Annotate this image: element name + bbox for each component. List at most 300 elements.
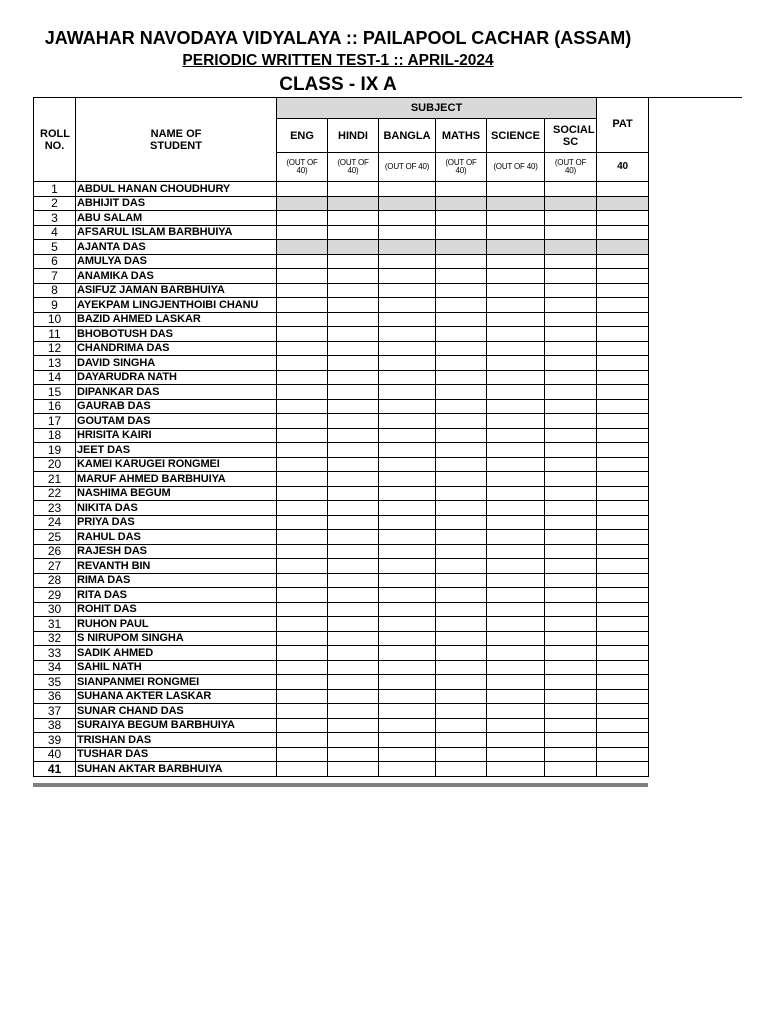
mark-cell[interactable] [487, 762, 545, 777]
mark-cell[interactable] [545, 646, 597, 661]
mark-cell[interactable] [277, 544, 328, 559]
roll-number: 38 [34, 718, 76, 733]
mark-cell[interactable] [328, 718, 379, 733]
mark-cell[interactable] [328, 486, 379, 501]
mark-cell[interactable] [328, 356, 379, 371]
mark-cell[interactable] [545, 544, 597, 559]
mark-cell[interactable] [277, 588, 328, 603]
mark-cell[interactable] [436, 341, 487, 356]
mark-cell[interactable] [328, 254, 379, 269]
mark-cell[interactable] [328, 341, 379, 356]
mark-cell[interactable] [379, 733, 436, 748]
mark-cell[interactable] [328, 501, 379, 516]
mark-cell[interactable] [487, 486, 545, 501]
mark-cell[interactable] [597, 733, 649, 748]
mark-cell[interactable] [436, 428, 487, 443]
mark-cell[interactable] [545, 341, 597, 356]
mark-cell[interactable] [436, 660, 487, 675]
mark-cell[interactable] [436, 646, 487, 661]
mark-cell[interactable] [487, 414, 545, 429]
max-marks-maths: (OUT OF 40) [436, 153, 487, 182]
mark-cell[interactable] [436, 356, 487, 371]
mark-cell[interactable] [597, 544, 649, 559]
mark-cell[interactable] [487, 588, 545, 603]
mark-cell[interactable] [277, 704, 328, 719]
mark-cell[interactable] [379, 414, 436, 429]
mark-cell[interactable] [379, 747, 436, 762]
mark-cell[interactable] [487, 269, 545, 284]
mark-cell[interactable] [597, 211, 649, 226]
mark-cell[interactable] [277, 312, 328, 327]
mark-cell[interactable] [277, 559, 328, 574]
mark-cell[interactable] [328, 704, 379, 719]
mark-cell[interactable] [487, 312, 545, 327]
mark-cell[interactable] [436, 385, 487, 400]
mark-cell[interactable] [545, 370, 597, 385]
mark-cell[interactable] [597, 718, 649, 733]
mark-cell[interactable] [277, 515, 328, 530]
mark-cell[interactable] [545, 660, 597, 675]
mark-cell[interactable] [487, 240, 545, 255]
mark-cell[interactable] [487, 646, 545, 661]
mark-cell[interactable] [328, 298, 379, 313]
mark-cell[interactable] [545, 733, 597, 748]
mark-cell[interactable] [436, 544, 487, 559]
mark-cell[interactable] [597, 283, 649, 298]
mark-cell[interactable] [597, 501, 649, 516]
mark-cell[interactable] [487, 704, 545, 719]
mark-cell[interactable] [487, 602, 545, 617]
mark-cell[interactable] [487, 428, 545, 443]
mark-cell[interactable] [277, 269, 328, 284]
mark-cell[interactable] [379, 443, 436, 458]
mark-cell[interactable] [545, 718, 597, 733]
mark-cell[interactable] [436, 254, 487, 269]
mark-cell[interactable] [277, 196, 328, 211]
mark-cell[interactable] [545, 443, 597, 458]
mark-cell[interactable] [277, 225, 328, 240]
mark-cell[interactable] [277, 530, 328, 545]
mark-cell[interactable] [379, 718, 436, 733]
mark-cell[interactable] [379, 675, 436, 690]
mark-cell[interactable] [545, 631, 597, 646]
mark-cell[interactable] [487, 283, 545, 298]
mark-cell[interactable] [545, 240, 597, 255]
mark-cell[interactable] [379, 544, 436, 559]
mark-cell[interactable] [277, 385, 328, 400]
mark-cell[interactable] [328, 196, 379, 211]
mark-cell[interactable] [379, 631, 436, 646]
mark-cell[interactable] [379, 501, 436, 516]
mark-cell[interactable] [597, 602, 649, 617]
mark-cell[interactable] [379, 646, 436, 661]
mark-cell[interactable] [277, 298, 328, 313]
mark-cell[interactable] [597, 254, 649, 269]
mark-cell[interactable] [597, 312, 649, 327]
student-name: HRISITA KAIRI [76, 428, 277, 443]
mark-cell[interactable] [545, 559, 597, 574]
mark-cell[interactable] [597, 385, 649, 400]
mark-cell[interactable] [436, 689, 487, 704]
mark-cell[interactable] [328, 559, 379, 574]
mark-cell[interactable] [597, 370, 649, 385]
mark-cell[interactable] [277, 675, 328, 690]
mark-cell[interactable] [597, 486, 649, 501]
mark-cell[interactable] [597, 530, 649, 545]
mark-cell[interactable] [379, 704, 436, 719]
mark-cell[interactable] [597, 588, 649, 603]
mark-cell[interactable] [328, 457, 379, 472]
mark-cell[interactable] [328, 646, 379, 661]
mark-cell[interactable] [487, 733, 545, 748]
mark-cell[interactable] [545, 573, 597, 588]
mark-cell[interactable] [487, 225, 545, 240]
student-name: BAZID AHMED LASKAR [76, 312, 277, 327]
mark-cell[interactable] [487, 515, 545, 530]
mark-cell[interactable] [597, 443, 649, 458]
mark-cell[interactable] [545, 225, 597, 240]
mark-cell[interactable] [545, 602, 597, 617]
mark-cell[interactable] [487, 718, 545, 733]
mark-cell[interactable] [277, 501, 328, 516]
mark-cell[interactable] [277, 240, 328, 255]
mark-cell[interactable] [487, 211, 545, 226]
mark-cell[interactable] [545, 762, 597, 777]
mark-cell[interactable] [545, 704, 597, 719]
mark-cell[interactable] [277, 646, 328, 661]
mark-cell[interactable] [597, 689, 649, 704]
student-row [34, 370, 649, 385]
mark-cell[interactable] [436, 472, 487, 487]
mark-cell[interactable] [379, 617, 436, 632]
mark-cell[interactable] [487, 370, 545, 385]
mark-cell[interactable] [379, 428, 436, 443]
mark-cell[interactable] [597, 196, 649, 211]
mark-cell[interactable] [487, 457, 545, 472]
mark-cell[interactable] [328, 631, 379, 646]
mark-cell[interactable] [328, 602, 379, 617]
mark-cell[interactable] [328, 182, 379, 197]
mark-cell[interactable] [436, 747, 487, 762]
mark-cell[interactable] [328, 573, 379, 588]
mark-cell[interactable] [436, 762, 487, 777]
mark-cell[interactable] [545, 196, 597, 211]
mark-cell[interactable] [379, 196, 436, 211]
mark-cell[interactable] [597, 414, 649, 429]
mark-cell[interactable] [436, 530, 487, 545]
mark-cell[interactable] [487, 573, 545, 588]
mark-cell[interactable] [545, 385, 597, 400]
mark-cell[interactable] [545, 675, 597, 690]
mark-cell[interactable] [597, 646, 649, 661]
mark-cell[interactable] [379, 457, 436, 472]
mark-cell[interactable] [328, 443, 379, 458]
mark-cell[interactable] [277, 211, 328, 226]
roll-number: 27 [34, 559, 76, 574]
mark-cell[interactable] [597, 298, 649, 313]
mark-cell[interactable] [277, 660, 328, 675]
mark-cell[interactable] [487, 747, 545, 762]
mark-cell[interactable] [545, 283, 597, 298]
mark-cell[interactable] [436, 675, 487, 690]
mark-cell[interactable] [277, 443, 328, 458]
mark-cell[interactable] [545, 312, 597, 327]
mark-cell[interactable] [597, 675, 649, 690]
mark-cell[interactable] [379, 182, 436, 197]
mark-cell[interactable] [597, 240, 649, 255]
mark-cell[interactable] [597, 573, 649, 588]
mark-cell[interactable] [436, 240, 487, 255]
student-name: AJANTA DAS [76, 240, 277, 255]
mark-cell[interactable] [379, 370, 436, 385]
mark-cell[interactable] [487, 631, 545, 646]
mark-cell[interactable] [379, 312, 436, 327]
mark-cell[interactable] [436, 283, 487, 298]
mark-cell[interactable] [328, 660, 379, 675]
mark-cell[interactable] [328, 370, 379, 385]
mark-cell[interactable] [487, 501, 545, 516]
mark-cell[interactable] [379, 689, 436, 704]
mark-cell[interactable] [487, 660, 545, 675]
mark-cell[interactable] [545, 617, 597, 632]
mark-cell[interactable] [597, 515, 649, 530]
mark-cell[interactable] [277, 573, 328, 588]
mark-cell[interactable] [436, 631, 487, 646]
mark-cell[interactable] [328, 530, 379, 545]
mark-cell[interactable] [545, 689, 597, 704]
mark-cell[interactable] [597, 356, 649, 371]
mark-cell[interactable] [277, 602, 328, 617]
mark-cell[interactable] [487, 399, 545, 414]
mark-cell[interactable] [277, 414, 328, 429]
mark-cell[interactable] [545, 530, 597, 545]
mark-cell[interactable] [487, 254, 545, 269]
mark-cell[interactable] [597, 341, 649, 356]
mark-cell[interactable] [487, 341, 545, 356]
mark-cell[interactable] [597, 617, 649, 632]
mark-cell[interactable] [436, 501, 487, 516]
mark-cell[interactable] [379, 399, 436, 414]
mark-cell[interactable] [277, 399, 328, 414]
mark-cell[interactable] [328, 269, 379, 284]
mark-cell[interactable] [379, 472, 436, 487]
student-row [34, 327, 649, 342]
mark-cell[interactable] [487, 327, 545, 342]
mark-cell[interactable] [436, 182, 487, 197]
mark-cell[interactable] [328, 617, 379, 632]
mark-cell[interactable] [436, 704, 487, 719]
mark-cell[interactable] [379, 283, 436, 298]
student-name: ROHIT DAS [76, 602, 277, 617]
mark-cell[interactable] [379, 254, 436, 269]
mark-cell[interactable] [277, 733, 328, 748]
mark-cell[interactable] [597, 762, 649, 777]
mark-cell[interactable] [597, 269, 649, 284]
mark-cell[interactable] [328, 747, 379, 762]
mark-cell[interactable] [487, 559, 545, 574]
mark-cell[interactable] [328, 240, 379, 255]
mark-cell[interactable] [436, 327, 487, 342]
mark-cell[interactable] [379, 327, 436, 342]
roll-number: 20 [34, 457, 76, 472]
mark-cell[interactable] [545, 269, 597, 284]
mark-cell[interactable] [277, 472, 328, 487]
mark-cell[interactable] [597, 327, 649, 342]
mark-cell[interactable] [277, 254, 328, 269]
mark-cell[interactable] [277, 341, 328, 356]
mark-cell[interactable] [379, 486, 436, 501]
mark-cell[interactable] [328, 211, 379, 226]
mark-cell[interactable] [436, 225, 487, 240]
mark-cell[interactable] [379, 269, 436, 284]
mark-cell[interactable] [277, 486, 328, 501]
mark-cell[interactable] [436, 269, 487, 284]
student-row [34, 704, 649, 719]
mark-cell[interactable] [487, 298, 545, 313]
mark-cell[interactable] [436, 733, 487, 748]
mark-cell[interactable] [597, 182, 649, 197]
mark-cell[interactable] [597, 399, 649, 414]
mark-cell[interactable] [487, 472, 545, 487]
mark-cell[interactable] [545, 486, 597, 501]
mark-cell[interactable] [487, 182, 545, 197]
mark-cell[interactable] [328, 588, 379, 603]
mark-cell[interactable] [328, 428, 379, 443]
mark-cell[interactable] [545, 501, 597, 516]
mark-cell[interactable] [487, 617, 545, 632]
mark-cell[interactable] [545, 515, 597, 530]
mark-cell[interactable] [379, 530, 436, 545]
mark-cell[interactable] [545, 414, 597, 429]
mark-cell[interactable] [545, 747, 597, 762]
mark-cell[interactable] [487, 356, 545, 371]
mark-cell[interactable] [379, 211, 436, 226]
mark-cell[interactable] [487, 443, 545, 458]
mark-cell[interactable] [436, 515, 487, 530]
mark-cell[interactable] [436, 588, 487, 603]
mark-cell[interactable] [328, 515, 379, 530]
mark-cell[interactable] [545, 182, 597, 197]
mark-cell[interactable] [379, 588, 436, 603]
mark-cell[interactable] [597, 457, 649, 472]
mark-cell[interactable] [277, 631, 328, 646]
mark-cell[interactable] [545, 472, 597, 487]
mark-cell[interactable] [328, 689, 379, 704]
mark-cell[interactable] [328, 225, 379, 240]
mark-cell[interactable] [328, 414, 379, 429]
mark-cell[interactable] [379, 240, 436, 255]
mark-cell[interactable] [436, 457, 487, 472]
mark-cell[interactable] [597, 472, 649, 487]
mark-cell[interactable] [379, 298, 436, 313]
mark-cell[interactable] [597, 631, 649, 646]
mark-cell[interactable] [436, 211, 487, 226]
mark-cell[interactable] [597, 704, 649, 719]
mark-cell[interactable] [436, 399, 487, 414]
mark-cell[interactable] [379, 515, 436, 530]
mark-cell[interactable] [597, 428, 649, 443]
mark-cell[interactable] [328, 675, 379, 690]
mark-cell[interactable] [277, 457, 328, 472]
mark-cell[interactable] [436, 298, 487, 313]
mark-cell[interactable] [545, 428, 597, 443]
mark-cell[interactable] [487, 675, 545, 690]
mark-cell[interactable] [277, 428, 328, 443]
mark-cell[interactable] [328, 385, 379, 400]
mark-cell[interactable] [436, 718, 487, 733]
mark-cell[interactable] [597, 747, 649, 762]
mark-cell[interactable] [379, 385, 436, 400]
mark-cell[interactable] [277, 747, 328, 762]
mark-cell[interactable] [379, 660, 436, 675]
mark-cell[interactable] [597, 559, 649, 574]
mark-cell[interactable] [487, 196, 545, 211]
mark-cell[interactable] [379, 602, 436, 617]
mark-cell[interactable] [436, 559, 487, 574]
mark-cell[interactable] [277, 283, 328, 298]
mark-cell[interactable] [436, 573, 487, 588]
mark-cell[interactable] [436, 196, 487, 211]
mark-cell[interactable] [277, 327, 328, 342]
mark-cell[interactable] [597, 660, 649, 675]
mark-cell[interactable] [379, 341, 436, 356]
mark-cell[interactable] [436, 370, 487, 385]
mark-cell[interactable] [545, 254, 597, 269]
mark-cell[interactable] [328, 762, 379, 777]
mark-cell[interactable] [545, 588, 597, 603]
mark-cell[interactable] [328, 399, 379, 414]
mark-cell[interactable] [545, 457, 597, 472]
mark-cell[interactable] [328, 283, 379, 298]
mark-cell[interactable] [487, 530, 545, 545]
mark-cell[interactable] [277, 182, 328, 197]
mark-cell[interactable] [545, 298, 597, 313]
student-row [34, 718, 649, 733]
mark-cell[interactable] [379, 225, 436, 240]
mark-cell[interactable] [328, 544, 379, 559]
mark-cell[interactable] [545, 399, 597, 414]
mark-cell[interactable] [379, 356, 436, 371]
mark-cell[interactable] [379, 762, 436, 777]
mark-cell[interactable] [379, 559, 436, 574]
mark-cell[interactable] [487, 689, 545, 704]
mark-cell[interactable] [328, 472, 379, 487]
mark-cell[interactable] [277, 718, 328, 733]
mark-cell[interactable] [487, 385, 545, 400]
mark-cell[interactable] [328, 733, 379, 748]
mark-cell[interactable] [277, 689, 328, 704]
mark-cell[interactable] [277, 370, 328, 385]
mark-cell[interactable] [545, 356, 597, 371]
student-row [34, 544, 649, 559]
mark-cell[interactable] [487, 544, 545, 559]
mark-cell[interactable] [277, 356, 328, 371]
mark-cell[interactable] [436, 443, 487, 458]
mark-cell[interactable] [436, 617, 487, 632]
mark-cell[interactable] [277, 762, 328, 777]
mark-cell[interactable] [545, 211, 597, 226]
mark-cell[interactable] [277, 617, 328, 632]
mark-cell[interactable] [328, 312, 379, 327]
mark-cell[interactable] [436, 602, 487, 617]
mark-cell[interactable] [436, 486, 487, 501]
mark-cell[interactable] [328, 327, 379, 342]
mark-cell[interactable] [379, 573, 436, 588]
mark-cell[interactable] [545, 327, 597, 342]
mark-cell[interactable] [597, 225, 649, 240]
mark-cell[interactable] [436, 414, 487, 429]
mark-cell[interactable] [436, 312, 487, 327]
